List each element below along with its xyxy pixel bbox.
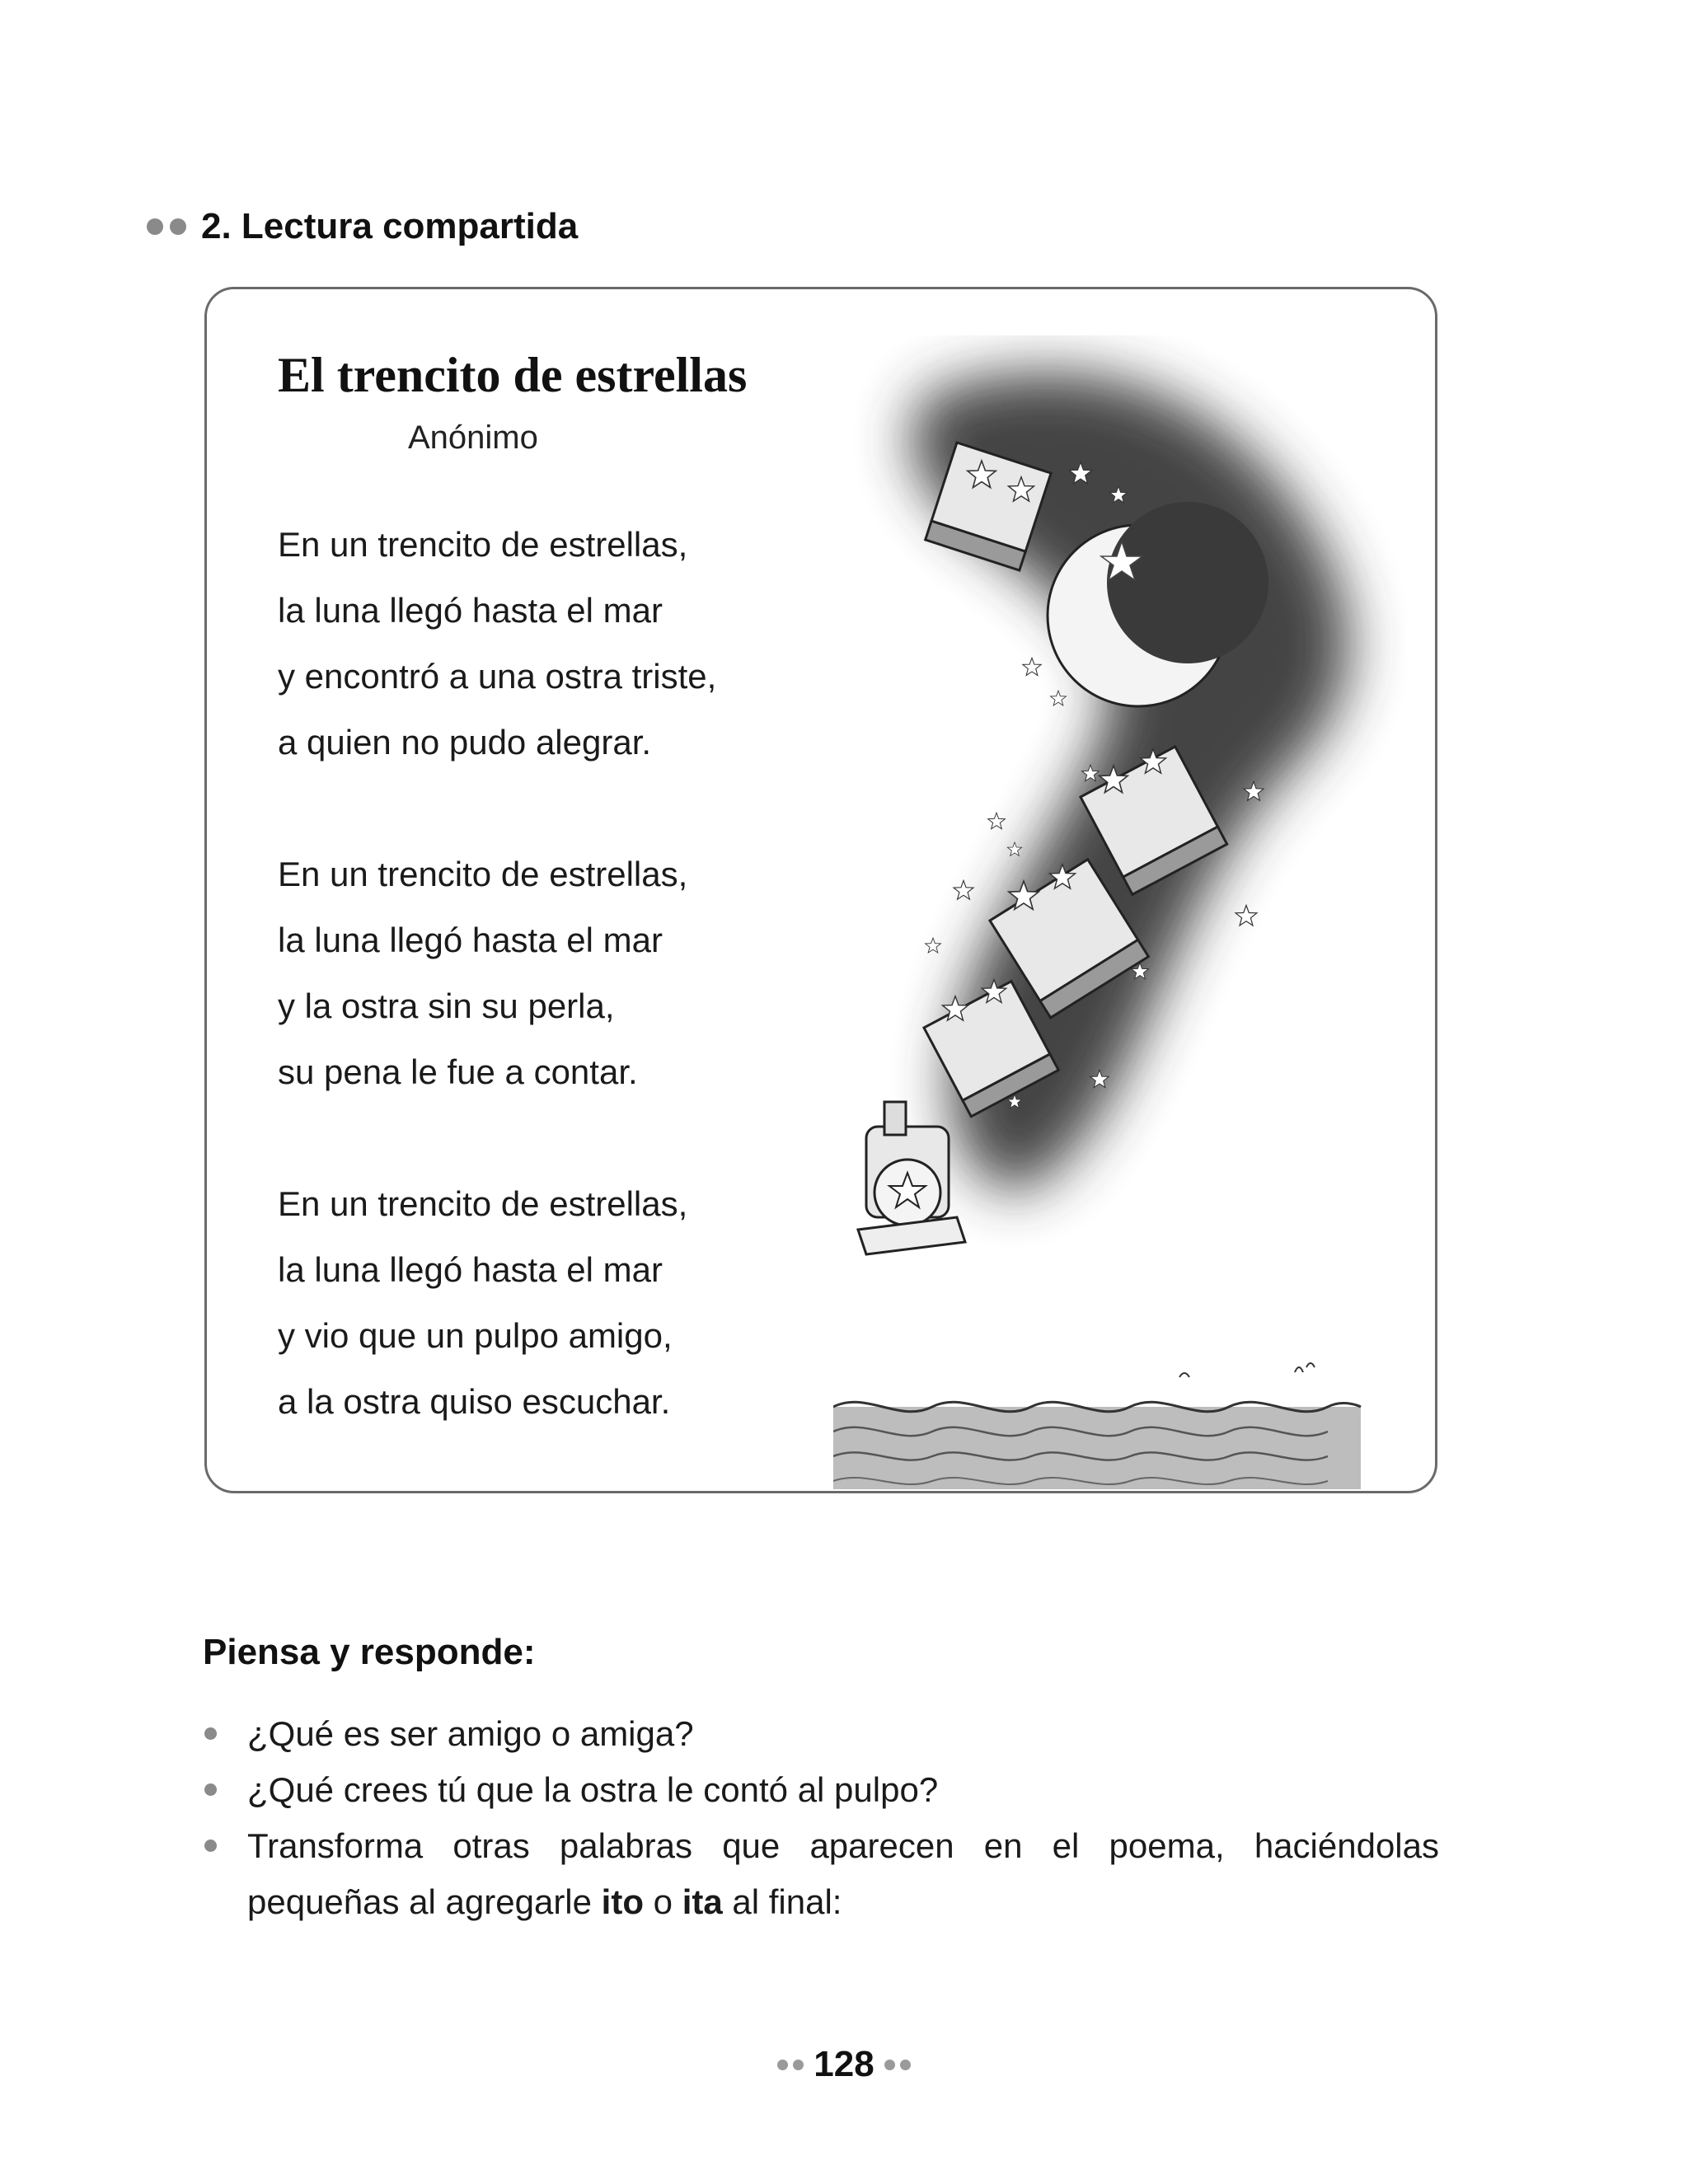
poem-author: Anónimo	[408, 419, 538, 456]
bullet-icon	[204, 1783, 217, 1796]
section-bullet-dots-icon	[147, 218, 186, 235]
suffix-ita: ita	[682, 1882, 723, 1921]
page-number	[0, 2044, 1688, 2085]
verse: En un trencito de estrellas,	[278, 855, 688, 893]
verse: y la ostra sin su perla,	[278, 987, 615, 1025]
verse: la luna llegó hasta el mar	[278, 921, 663, 959]
question-text-part: al final:	[722, 1882, 842, 1921]
questions-title: Piensa y responde:	[203, 1632, 536, 1672]
verse: En un trencito de estrellas,	[278, 1184, 688, 1223]
verse: su pena le fue a contar.	[278, 1052, 638, 1091]
poem-stanzas	[278, 512, 716, 1493]
sea-waves	[833, 1363, 1361, 1489]
list-item	[203, 1706, 1439, 1762]
suffix-ito: ito	[601, 1882, 644, 1921]
verse: y vio que un pulpo amigo,	[278, 1316, 673, 1355]
verse: a quien no pudo alegrar.	[278, 723, 652, 762]
question-text-part: o	[643, 1882, 682, 1921]
section-title: 2. Lectura compartida	[201, 206, 579, 246]
poem-title: El trencito de estrellas	[278, 348, 748, 402]
question-text: ¿Qué es ser amigo o amiga?	[247, 1714, 694, 1753]
verse: En un trencito de estrellas,	[278, 525, 688, 564]
list-item	[203, 1818, 1439, 1930]
section-header	[147, 206, 578, 247]
page-dots-left-icon	[777, 2060, 804, 2070]
stanza-1	[278, 512, 716, 776]
bullet-icon	[204, 1840, 217, 1852]
questions-list	[203, 1706, 1439, 1930]
bullet-icon	[204, 1727, 217, 1740]
stanza-2	[278, 841, 716, 1105]
locomotive-icon	[858, 1102, 965, 1254]
question-text: ¿Qué crees tú que la ostra le contó al pulpo?	[247, 1770, 939, 1809]
verse: y encontró a una ostra triste,	[278, 657, 717, 696]
page-dots-right-icon	[884, 2060, 911, 2070]
question-text-part: Transforma otras palabras que aparecen en el poema, haciéndolas pequeñas al agregarle	[247, 1826, 1439, 1921]
verse: a la ostra quiso escuchar.	[278, 1382, 671, 1421]
stanza-3	[278, 1171, 716, 1435]
verse: la luna llegó hasta el mar	[278, 1250, 663, 1289]
poem-box	[204, 287, 1437, 1493]
list-item	[203, 1762, 1439, 1818]
moon-star-train-illustration	[833, 335, 1410, 1489]
verse: la luna llegó hasta el mar	[278, 591, 663, 630]
page-number-text: 128	[814, 2044, 874, 2084]
